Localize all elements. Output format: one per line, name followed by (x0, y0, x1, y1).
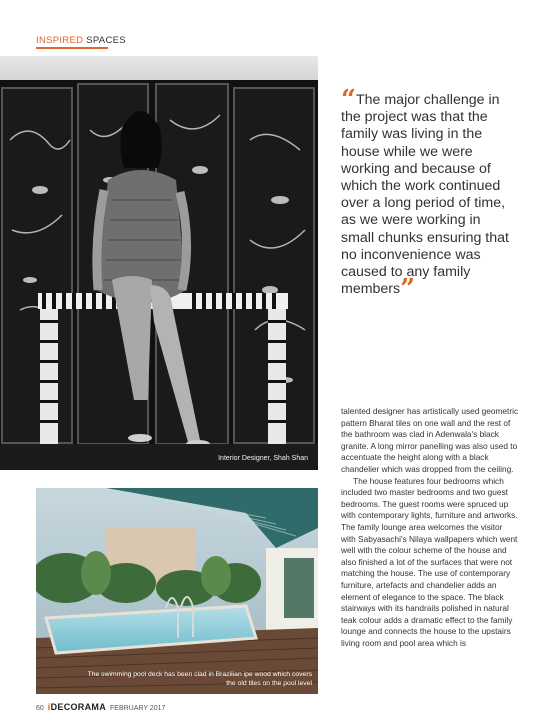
open-quote-icon: “ (341, 85, 356, 115)
article-paragraph-1: talented designer has artistically used geometric pattern Bharat tiles on one wall and the rest of the bathroom was clad in Adenwala's black granite. A long mirror panelling was also used to accentuate the height along with a black chandelier which was dropped from the ceiling. (341, 406, 519, 474)
magazine-logo: iDECORAMA (47, 702, 107, 712)
section-label-inspired: INSPIRED (36, 35, 84, 46)
designer-photo (0, 80, 318, 470)
page-number: 60 (36, 705, 44, 712)
pull-quote (341, 85, 516, 305)
page-footer (36, 702, 165, 712)
close-quote-icon: ” (400, 274, 416, 305)
issue-date: FEBRUARY 2017 (110, 705, 166, 712)
pool-photo-caption: The swimming pool deck has been clad in Brazilian ipe wood which covers the old tiles on the pool level (87, 671, 312, 687)
designer-photo-caption: Interior Designer, Shah Shan (218, 455, 308, 462)
pull-quote-text: The major challenge in the project was that the family was living in the house while we were working and because of which the work continued over a long period of time, as we were working in small chunks ensuring that no inconvenience was caused to any family members (341, 92, 509, 298)
pool-photo (36, 488, 318, 694)
section-label-spaces: SPACES (86, 35, 126, 46)
section-label (36, 35, 126, 46)
article-paragraph-2: The house features four bedrooms which included two master bedrooms and two guest bedrooms. The guest rooms were spruced up with contemporary lights, furniture and artworks. The family lounge area welcomes the visitor with Sabyasachi's Nilaya wallpapers which went well with the colour scheme of the house and also finished a lot of the surfaces that were not matching the house. The use of contemporary furniture, artefacts and chandelier adds an element of elegance to the space. The black stairways with its handrails polished in natural teak colour adds a dramatic effect to the family lounge and connects the house to the upstairs living room and pool area which is (341, 475, 518, 648)
section-rule (36, 47, 108, 49)
article-body (341, 406, 519, 649)
